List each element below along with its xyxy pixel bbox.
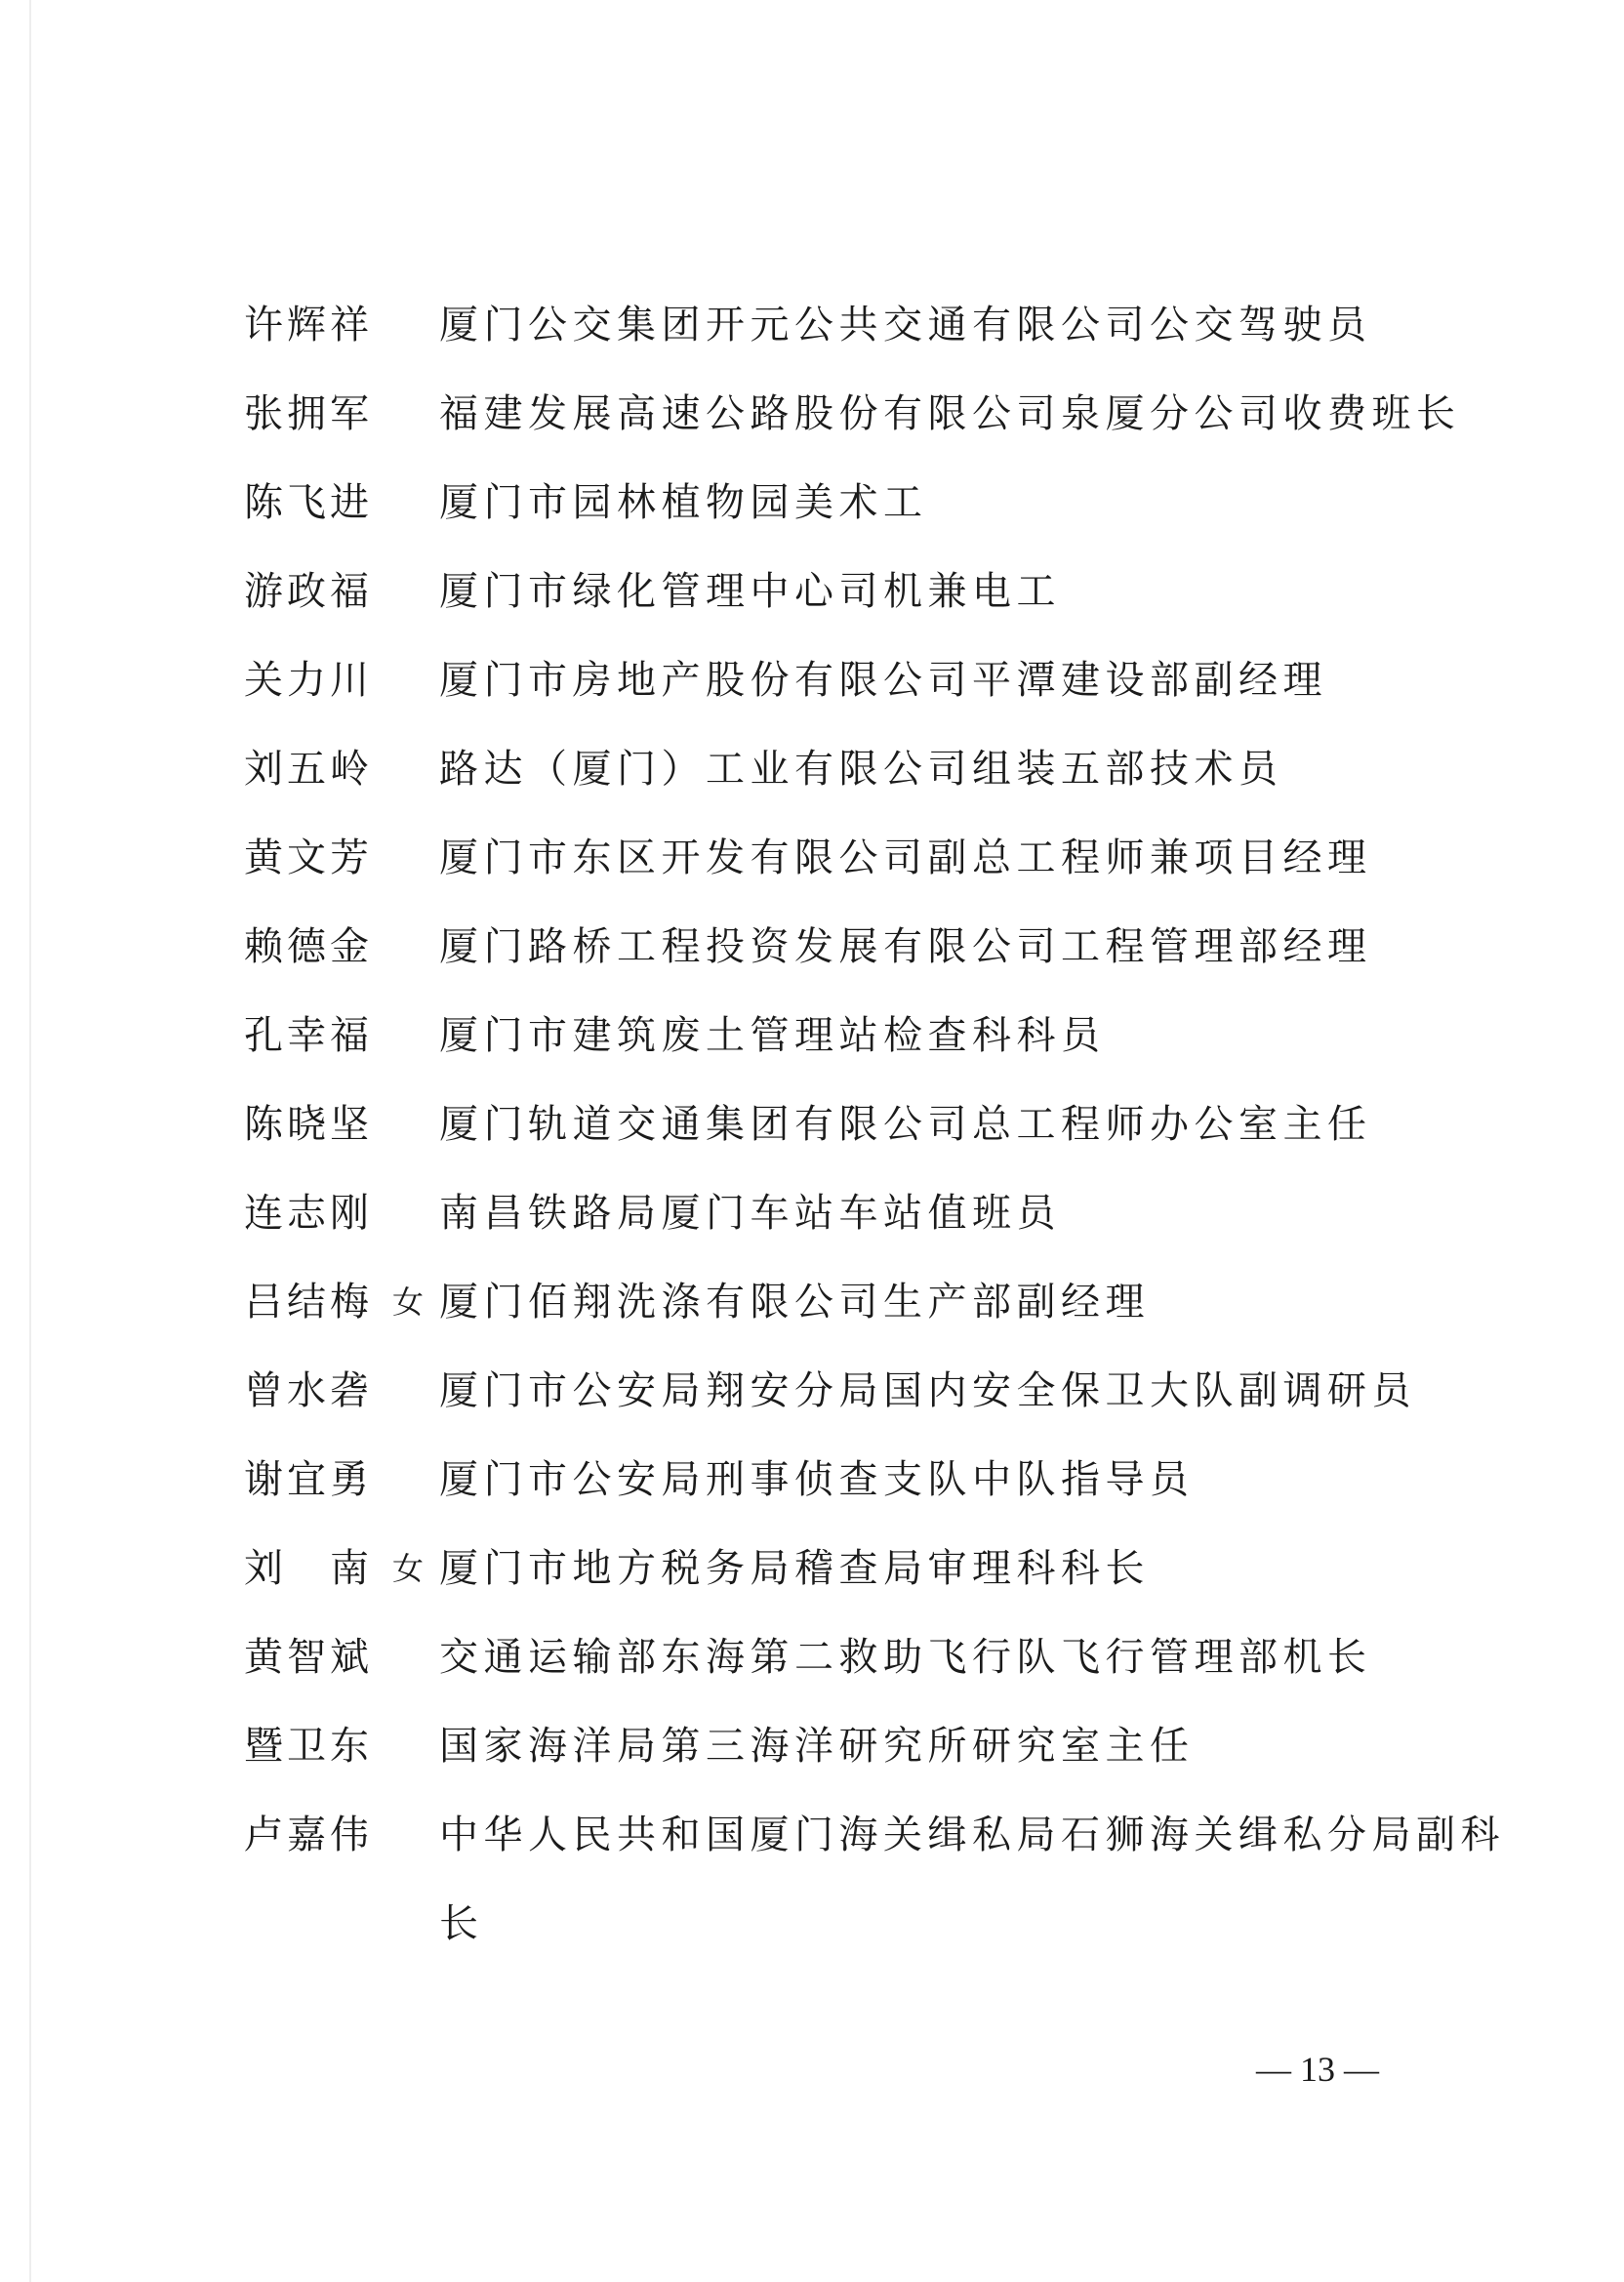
person-organization: 厦门市建筑废土管理站检查科科员: [439, 1013, 1106, 1058]
person-name: 孔幸福: [244, 1013, 373, 1058]
person-organization: 厦门市绿化管理中心司机兼电工: [439, 569, 1061, 614]
person-organization: 厦门路桥工程投资发展有限公司工程管理部经理: [439, 924, 1372, 969]
person-gender: [392, 1080, 439, 1169]
person-organization: 厦门市公安局翔安分局国内安全保卫大队副调研员: [439, 1368, 1416, 1413]
person-name: 连志刚: [244, 1191, 373, 1236]
person-gender: [392, 1169, 439, 1258]
list-item: [244, 370, 1513, 459]
scan-edge-line: [29, 0, 31, 2282]
person-gender: [392, 814, 439, 903]
list-item: [244, 814, 1513, 903]
person-organization: 厦门市东区开发有限公司副总工程师兼项目经理: [439, 835, 1372, 880]
person-gender: [392, 725, 439, 814]
person-organization: 厦门市房地产股份有限公司平潭建设部副经理: [439, 658, 1327, 703]
list-item: [244, 1436, 1513, 1525]
person-gender: 女: [392, 1550, 425, 1587]
person-organization: 厦门佰翔洗涤有限公司生产部副经理: [439, 1280, 1150, 1324]
list-item: [244, 1613, 1513, 1702]
list-item: [244, 725, 1513, 814]
honoree-list: [244, 281, 1513, 1969]
person-name: [244, 1525, 392, 1613]
person-name-part: 南: [330, 1546, 369, 1591]
person-organization: 厦门市公安局刑事侦查支队中队指导员: [439, 1457, 1195, 1502]
person-gender: 女: [392, 1284, 425, 1321]
list-item: [244, 1702, 1513, 1791]
person-name: 吕结梅: [244, 1280, 373, 1324]
person-gender: [392, 1702, 439, 1791]
list-item: [244, 1791, 1513, 1969]
list-item: [244, 459, 1513, 548]
person-organization: 厦门市园林植物园美术工: [439, 480, 928, 525]
list-item: [244, 281, 1513, 370]
person-name: 陈飞进: [244, 480, 373, 525]
list-item: [244, 1080, 1513, 1169]
person-name: 陈晓坚: [244, 1102, 373, 1147]
person-name: 张拥军: [244, 391, 373, 436]
person-name-spaced: [244, 1525, 369, 1613]
person-gender: [392, 281, 439, 370]
list-item: [244, 1525, 1513, 1613]
page-number: — 13 —: [1256, 2050, 1379, 2089]
person-name: 许辉祥: [244, 303, 373, 347]
list-item: [244, 1347, 1513, 1436]
person-gender: [392, 903, 439, 992]
person-name: 谢宜勇: [244, 1457, 373, 1502]
person-organization: 福建发展高速公路股份有限公司泉厦分公司收费班长: [439, 391, 1461, 436]
person-name: 黄文芳: [244, 835, 373, 880]
person-name: 赖德金: [244, 924, 373, 969]
list-item: [244, 903, 1513, 992]
person-gender: [392, 636, 439, 725]
person-organization: 厦门公交集团开元公共交通有限公司公交驾驶员: [439, 303, 1372, 347]
person-name: 关力川: [244, 658, 373, 703]
list-item: [244, 636, 1513, 725]
person-gender: [392, 1613, 439, 1702]
person-organization: 路达（厦门）工业有限公司组装五部技术员: [439, 747, 1283, 792]
person-organization: 中华人民共和国厦门海关缉私局石狮海关缉私分局副科长: [439, 1813, 1505, 1946]
person-organization: 交通运输部东海第二救助飞行队飞行管理部机长: [439, 1635, 1372, 1680]
person-gender: [392, 992, 439, 1080]
list-item: [244, 548, 1513, 636]
person-name: 游政福: [244, 569, 373, 614]
person-name: 刘五岭: [244, 747, 373, 792]
person-name: 暨卫东: [244, 1724, 373, 1769]
list-item: [244, 1169, 1513, 1258]
person-gender: [392, 1436, 439, 1525]
person-name: 曾水砻: [244, 1368, 373, 1413]
list-item: [244, 992, 1513, 1080]
list-item: [244, 1258, 1513, 1347]
person-name: 黄智斌: [244, 1635, 373, 1680]
person-gender: [392, 459, 439, 548]
person-name: 卢嘉伟: [244, 1813, 373, 1857]
person-gender: [392, 548, 439, 636]
person-gender: [392, 1347, 439, 1436]
person-organization: 厦门市地方税务局稽查局审理科科长: [439, 1546, 1150, 1591]
person-gender: [392, 370, 439, 459]
person-gender: [392, 1791, 439, 1880]
person-organization: 国家海洋局第三海洋研究所研究室主任: [439, 1724, 1195, 1769]
person-name-part: 刘: [244, 1546, 283, 1591]
person-organization: 南昌铁路局厦门车站车站值班员: [439, 1191, 1061, 1236]
person-organization: 厦门轨道交通集团有限公司总工程师办公室主任: [439, 1102, 1372, 1147]
